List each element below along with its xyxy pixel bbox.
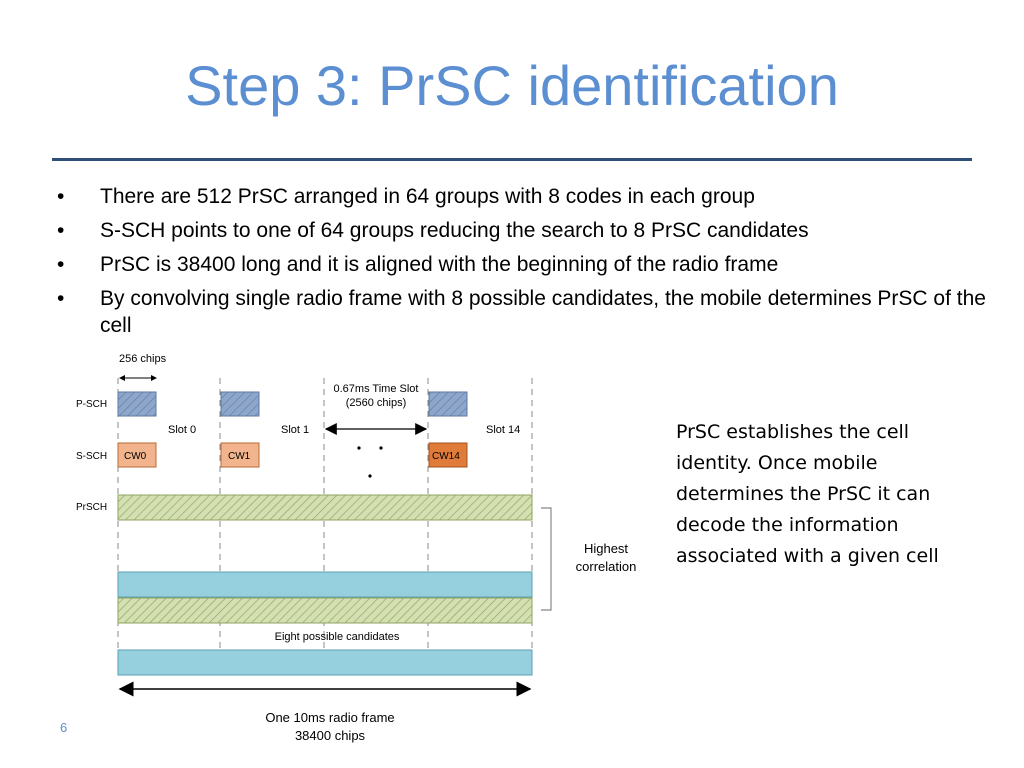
page-number: 6 bbox=[60, 720, 68, 735]
bullet-marker: • bbox=[57, 219, 65, 242]
bullet-marker: • bbox=[57, 253, 65, 276]
candidates-label: Eight possible candidates bbox=[274, 631, 400, 643]
chips-256-label: 256 chips bbox=[119, 353, 167, 365]
cw1-label: CW1 bbox=[228, 451, 251, 462]
slot-label-14: Slot 14 bbox=[486, 424, 521, 436]
bullet-marker: • bbox=[57, 185, 65, 208]
row-label-psch: P-SCH bbox=[76, 399, 108, 410]
candidate-bar bbox=[118, 572, 532, 597]
time-slot-chips-label: (2560 chips) bbox=[345, 397, 407, 409]
codeword-block-cw14 bbox=[429, 443, 467, 467]
side-note: PrSC establishes the cell identity. Once mobile determines the PrSC it can decode the information associated with a given cell bbox=[676, 421, 939, 567]
radio-frame-chips-label: 38400 chips bbox=[294, 728, 366, 743]
slot-label-1: Slot 1 bbox=[281, 424, 310, 436]
slide-title: Step 3: PrSC identification bbox=[185, 54, 839, 117]
psch-block bbox=[221, 392, 259, 416]
row-label-ssch: S-SCH bbox=[76, 451, 108, 462]
bullet-text: S-SCH points to one of 64 groups reducing the search to 8 PrSC candidates bbox=[100, 219, 809, 242]
highest-label-line1: Highest bbox=[583, 541, 629, 556]
bullet-text: There are 512 PrSC arranged in 64 groups with 8 codes in each group bbox=[100, 185, 755, 208]
highest-correlation-bracket bbox=[541, 508, 551, 610]
codeword-block-cw0 bbox=[118, 443, 156, 467]
codeword-block-cw1 bbox=[221, 443, 259, 467]
psch-block bbox=[118, 392, 156, 416]
cw14-label: CW14 bbox=[432, 451, 460, 462]
bullet-marker: • bbox=[57, 287, 65, 310]
prsch-bar bbox=[118, 495, 532, 520]
radio-frame-label: One 10ms radio frame bbox=[265, 710, 395, 725]
time-slot-label: 0.67ms Time Slot bbox=[333, 383, 419, 395]
cw0-label: CW0 bbox=[124, 451, 147, 462]
slot-label-0: Slot 0 bbox=[168, 424, 197, 436]
ellipsis-dots bbox=[357, 446, 382, 477]
row-label-prsch: PrSCH bbox=[76, 502, 108, 513]
candidate-bar bbox=[118, 650, 532, 675]
highest-label-line2: correlation bbox=[575, 559, 637, 574]
candidate-bar-highest bbox=[118, 598, 532, 623]
bullet-text: PrSC is 38400 long and it is aligned with the beginning of the radio frame bbox=[100, 253, 779, 276]
psch-block bbox=[429, 392, 467, 416]
bullet-text: By convolving single radio frame with 8 possible candidates, the mobile determines PrSC of the cell bbox=[100, 287, 986, 337]
